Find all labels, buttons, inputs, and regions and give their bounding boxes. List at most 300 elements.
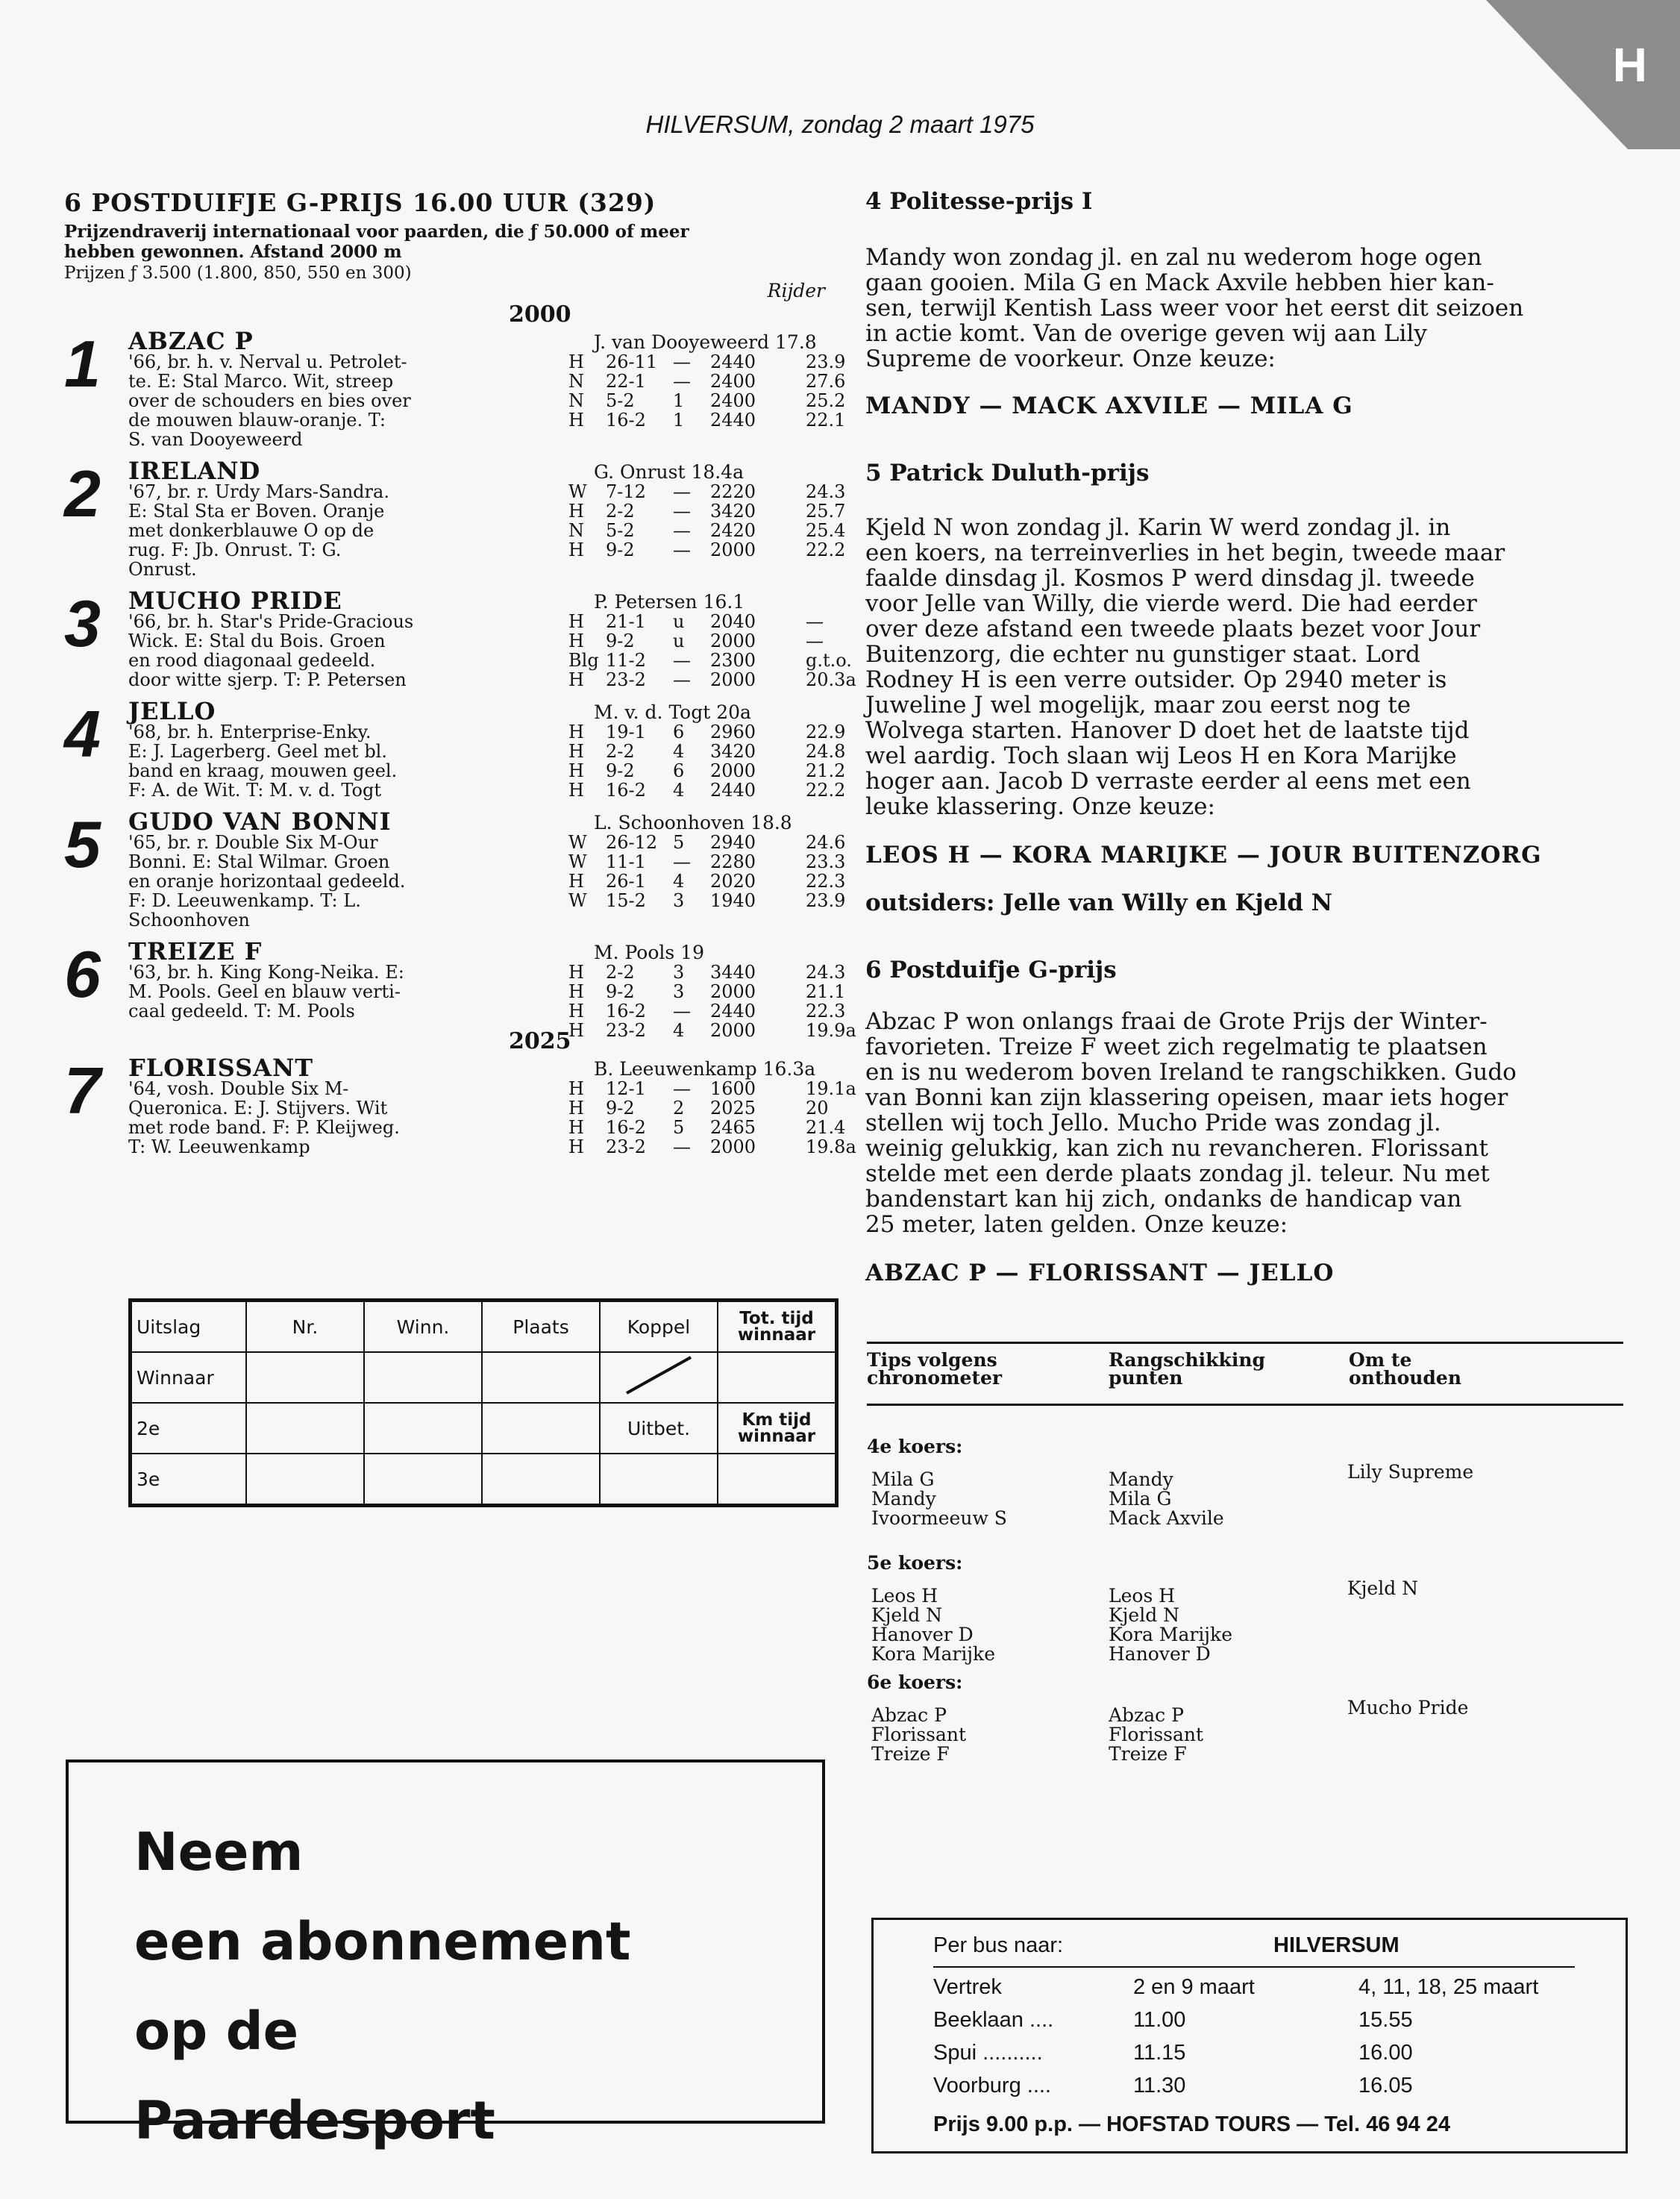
- horse-entry: [64, 457, 846, 580]
- form-cell: 19-1: [606, 722, 646, 742]
- form-cell: 16-2: [606, 780, 646, 801]
- tips-onthouden: Kjeld N: [1347, 1577, 1419, 1599]
- distance-2000: 2000: [509, 301, 571, 328]
- result-table: [128, 1298, 839, 1507]
- rider-name: P. Petersen 16.1: [594, 591, 745, 613]
- form-row: [568, 482, 882, 501]
- section-pick: MANDY — MACK AXVILE — MILA G: [865, 392, 1353, 419]
- form-row: [568, 612, 882, 631]
- horse-entry: [64, 1054, 856, 1157]
- form-cell: 2000: [710, 631, 756, 651]
- form-cell: N: [568, 390, 584, 411]
- horse-number: 5: [64, 807, 101, 881]
- col-nr: Nr.: [246, 1301, 364, 1353]
- cell[interactable]: [364, 1403, 482, 1454]
- form-cell: 4: [673, 741, 685, 762]
- horse-description: '67, br. r. Urdy Mars-Sandra. E: Stal Sta er Boven. Oranje met donkerblauwe O op de rug. F: Jb. Onrust. T: G. Onrust.: [128, 481, 389, 580]
- form-cell: 25.2: [806, 390, 846, 411]
- form-cell: N: [568, 520, 584, 541]
- form-cell: W: [568, 481, 587, 502]
- horse-name: IRELAND G. Onrust 18.4a: [128, 457, 745, 485]
- form-cell: 2440: [710, 410, 756, 431]
- form-cell: 9-2: [606, 760, 635, 781]
- race-program: [64, 188, 856, 1164]
- form-cell: g.t.o.: [806, 650, 852, 671]
- form-cell: 16-2: [606, 410, 646, 431]
- tips-race-label: 5e koers:: [867, 1552, 963, 1574]
- form-cell: 2000: [710, 1136, 756, 1157]
- form-cell: 2465: [710, 1117, 756, 1138]
- cell[interactable]: [246, 1454, 364, 1506]
- form-cell: 6: [673, 722, 685, 742]
- section-pick: LEOS H — KORA MARIJKE — JOUR BUITENZORG: [865, 842, 1542, 869]
- form-row: [568, 852, 882, 872]
- rider-name: B. Leeuwenkamp 16.3a: [594, 1058, 816, 1080]
- bus-cell: 4, 11, 18, 25 maart: [1358, 1975, 1539, 1999]
- form-cell: 2960: [710, 722, 756, 742]
- tips-header-1: Tips volgens chronometer: [867, 1349, 1003, 1389]
- form-row: [568, 540, 882, 560]
- col-winn: Winn.: [364, 1301, 482, 1353]
- form-cell: H: [568, 1020, 584, 1041]
- form-cell: 2940: [710, 832, 756, 853]
- form-cell: 2440: [710, 1001, 756, 1022]
- form-cell: 9-2: [606, 1098, 635, 1119]
- form-cell: 2000: [710, 539, 756, 560]
- form-cell: 19.1a: [806, 1078, 856, 1099]
- row-3e: 3e: [131, 1454, 247, 1506]
- bus-row: [933, 1975, 1575, 2008]
- form-cell: 1: [673, 410, 685, 431]
- form-cell: u: [673, 631, 685, 651]
- rider-name: M. Pools 19: [594, 942, 704, 963]
- horse-description: '68, br. h. Enterprise-Enky. E: J. Lagerberg. Geel met bl. band en kraag, mouwen geel. F: A. de Wit. T: M. v. d. Togt: [128, 722, 398, 801]
- form-row: [568, 833, 882, 852]
- form-cell: 1940: [710, 890, 756, 911]
- section-pick: ABZAC P — FLORISSANT — JELLO: [865, 1260, 1335, 1286]
- uitbet-label: Uitbet.: [600, 1403, 718, 1454]
- form-cell: 2280: [710, 851, 756, 872]
- form-cell: 3420: [710, 501, 756, 522]
- bus-label: Per bus naar:: [933, 1933, 1064, 1957]
- bus-cell: Beeklaan ....: [933, 2008, 1054, 2032]
- form-cell: —: [673, 650, 691, 671]
- form-cell: H: [568, 981, 584, 1002]
- form-row: [568, 651, 882, 670]
- form-cell: H: [568, 351, 584, 372]
- bus-cell: 16.00: [1358, 2041, 1413, 2065]
- form-cell: 2440: [710, 780, 756, 801]
- form-table: [568, 482, 882, 560]
- form-cell: 2300: [710, 650, 756, 671]
- bus-cell: Spui ..........: [933, 2041, 1043, 2065]
- bus-cell: 16.05: [1358, 2074, 1413, 2098]
- form-cell: u: [673, 611, 685, 632]
- tips-onthouden: Mucho Pride: [1347, 1697, 1469, 1718]
- bus-cell: Voorburg ....: [933, 2074, 1051, 2098]
- form-cell: —: [673, 351, 691, 372]
- horse-name: FLORISSANT B. Leeuwenkamp 16.3a: [128, 1054, 816, 1082]
- form-row: [568, 963, 882, 982]
- form-row: [568, 761, 882, 781]
- bus-footer: Prijs 9.00 p.p. — HOFSTAD TOURS — Tel. 46 94 24: [933, 2112, 1450, 2136]
- cell[interactable]: [246, 1403, 364, 1454]
- form-cell: 25.4: [806, 520, 846, 541]
- cell[interactable]: [600, 1454, 718, 1506]
- tips-race-label: 4e koers:: [867, 1436, 963, 1457]
- form-cell: 23.9: [806, 351, 846, 372]
- form-cell: 11-2: [606, 650, 646, 671]
- section-text: Kjeld N won zondag jl. Karin W werd zondag jl. in een koers, na terreinverlies in het begin, tweede maar faalde dinsdag jl. Kosmos P werd dinsdag jl. tweede voor Jelle van Willy, die vierde werd. Die had eerder over deze afstand een tweede plaats bezet voor Jour Buitenzorg, die echter nu gunstiger staat. Lord Rodney H is een verre outsider. Op 2940 meter is Juweline J wel mogelijk, maar zou eerst nog te Wolvega starten. Hanover D doet het de laatste tijd wel aardig. Toch slaan wij Leos H en Kora Marijke hoger aan. Jacob D verraste eerder al eens met een leuke klassering. Onze keuze:: [865, 514, 1505, 820]
- form-row: [568, 391, 882, 410]
- form-cell: —: [673, 1136, 691, 1157]
- form-cell: 23-2: [606, 1136, 646, 1157]
- form-cell: 3: [673, 962, 685, 983]
- form-cell: 3440: [710, 962, 756, 983]
- form-cell: 2400: [710, 390, 756, 411]
- form-row: [568, 1137, 882, 1157]
- form-cell: H: [568, 669, 584, 690]
- form-cell: 6: [673, 760, 685, 781]
- tips-header-2: Rangschikking punten: [1109, 1349, 1265, 1389]
- form-cell: H: [568, 1078, 584, 1099]
- form-cell: —: [673, 669, 691, 690]
- form-cell: —: [673, 501, 691, 522]
- form-cell: Blg: [568, 650, 599, 671]
- form-row: [568, 742, 882, 761]
- bus-cell: 11.00: [1133, 2008, 1186, 2032]
- form-cell: 2220: [710, 481, 756, 502]
- form-cell: 2440: [710, 351, 756, 372]
- form-row: [568, 410, 882, 430]
- form-cell: 5: [673, 832, 685, 853]
- form-cell: 21.1: [806, 981, 846, 1002]
- section-text: Abzac P won onlangs fraai de Grote Prijs der Winter- favorieten. Treize F weet zich regelmatig te plaatsen en is nu wederom boven Ireland te rangschikken. Gudo van Bonni kan zijn klassering opeisen, maar iets hoger stellen wij toch Jello. Mucho Pride was zondag jl. weinig gelukkig, kan zich nu revancheren. Florissant stelde met een derde plaats zondag jl. teleur. Nu met bandenstart kan hij zich, ondanks de handicap van 25 meter, laten gelden. Onze keuze:: [865, 1008, 1517, 1238]
- form-table: [568, 612, 882, 689]
- horse-list: [64, 327, 856, 1157]
- horse-entry: [64, 807, 846, 930]
- form-cell: 5: [673, 1117, 685, 1138]
- tips-race-5: [867, 1577, 1623, 1665]
- form-cell: H: [568, 722, 584, 742]
- form-row: [568, 501, 882, 521]
- form-cell: —: [673, 1001, 691, 1022]
- page-header: HILVERSUM, zondag 2 maart 1975: [645, 110, 1035, 138]
- form-row: [568, 1118, 882, 1137]
- commentary: [865, 188, 1626, 1286]
- horse-entry: [64, 586, 856, 690]
- horse-number: 1: [64, 327, 101, 401]
- form-cell: H: [568, 780, 584, 801]
- form-cell: 7-12: [606, 481, 646, 502]
- form-cell: N: [568, 371, 584, 392]
- form-cell: H: [568, 962, 584, 983]
- form-cell: 22.2: [806, 780, 846, 801]
- subscription-ad: [66, 1759, 825, 2151]
- cell[interactable]: [364, 1352, 482, 1403]
- col-plaats: Plaats: [482, 1301, 600, 1353]
- form-cell: 22.9: [806, 722, 846, 742]
- form-row: [568, 1098, 882, 1118]
- tips-table: [867, 1342, 1623, 1765]
- corner-letter: H: [1612, 38, 1647, 92]
- form-cell: 2025: [710, 1098, 756, 1119]
- horse-name: MUCHO PRIDE P. Petersen 16.1: [128, 586, 745, 615]
- horse-name: JELLO M. v. d. Togt 20a: [128, 697, 751, 725]
- form-cell: 2420: [710, 520, 756, 541]
- form-cell: 2-2: [606, 962, 635, 983]
- form-table: [568, 722, 882, 800]
- form-cell: 24.3: [806, 481, 846, 502]
- section-text: Mandy won zondag jl. en zal nu wederom hoge ogen gaan gooien. Mila G en Mack Axvile hebben hier kan- sen, terwijl Kentish Lass weer voor het eerst dit seizoen in actie komt. Van de overige geven wij aan Lily Supreme de voorkeur. Onze keuze:: [865, 244, 1524, 372]
- form-row: [568, 1079, 882, 1098]
- tips-race-4: [867, 1461, 1623, 1529]
- tips-race-6: [867, 1697, 1623, 1765]
- form-cell: 3: [673, 981, 685, 1002]
- cell[interactable]: [246, 1352, 364, 1403]
- form-table: [568, 833, 882, 910]
- form-cell: 22.3: [806, 1001, 846, 1022]
- tips-chronometer: Mila G Mandy Ivoormeeuw S: [871, 1468, 1007, 1529]
- horse-number: 2: [64, 457, 101, 531]
- tips-header-3: Om te onthouden: [1349, 1349, 1461, 1389]
- form-cell: —: [673, 1078, 691, 1099]
- form-cell: 2-2: [606, 741, 635, 762]
- form-cell: —: [673, 520, 691, 541]
- bus-header: [933, 1933, 1575, 1975]
- form-cell: W: [568, 890, 587, 911]
- tips-header: [867, 1351, 1623, 1404]
- horse-name: GUDO VAN BONNI L. Schoonhoven 18.8: [128, 807, 792, 836]
- form-row: [568, 352, 882, 372]
- form-row: [568, 781, 882, 800]
- tips-onthouden: Lily Supreme: [1347, 1461, 1474, 1483]
- form-cell: 24.3: [806, 962, 846, 983]
- form-cell: —: [673, 481, 691, 502]
- form-cell: H: [568, 410, 584, 431]
- form-cell: 20: [806, 1098, 829, 1119]
- ad-line: op de: [134, 2001, 299, 2062]
- form-cell: H: [568, 631, 584, 651]
- horse-description: '64, vosh. Double Six M- Queronica. E: J. Stijvers. Wit met rode band. F: P. Kleijweg. T: W. Leeuwenkamp: [128, 1078, 400, 1157]
- form-cell: 5-2: [606, 520, 635, 541]
- form-cell: 21.2: [806, 760, 846, 781]
- form-cell: 16-2: [606, 1001, 646, 1022]
- form-cell: 24.8: [806, 741, 846, 762]
- col-koppel: Koppel: [600, 1301, 718, 1353]
- form-row: [568, 670, 882, 689]
- form-cell: 27.6: [806, 371, 846, 392]
- form-cell: 2000: [710, 981, 756, 1002]
- form-cell: 4: [673, 780, 685, 801]
- form-cell: 2400: [710, 371, 756, 392]
- form-cell: 23.3: [806, 851, 846, 872]
- horse-entry: [64, 327, 846, 450]
- form-cell: 1600: [710, 1078, 756, 1099]
- form-cell: 26-11: [606, 351, 658, 372]
- col-uitslag: Uitslag: [131, 1301, 247, 1353]
- bus-cell: 15.55: [1358, 2008, 1413, 2032]
- bus-cell: 2 en 9 maart: [1133, 1975, 1255, 1999]
- form-cell: H: [568, 539, 584, 560]
- form-cell: H: [568, 611, 584, 632]
- form-cell: 19.9a: [806, 1020, 856, 1041]
- form-cell: W: [568, 851, 587, 872]
- rijder-label: Rijder: [767, 280, 825, 301]
- form-row: [568, 521, 882, 540]
- race-description: Prijzendraverij internationaal voor paarden, die ƒ 50.000 of meer hebben gewonnen. Afstand 2000 m: [64, 222, 689, 262]
- divider: [867, 1342, 1623, 1344]
- ad-line: Neem: [134, 1821, 304, 1883]
- form-cell: 4: [673, 871, 685, 892]
- form-cell: —: [673, 851, 691, 872]
- rider-name: G. Onrust 18.4a: [594, 461, 745, 483]
- section-outsiders: outsiders: Jelle van Willy en Kjeld N: [865, 889, 1332, 916]
- form-cell: —: [673, 371, 691, 392]
- form-cell: 19.8a: [806, 1136, 856, 1157]
- form-cell: 2000: [710, 669, 756, 690]
- section-title: 4 Politesse-prijs I: [865, 188, 1093, 215]
- form-cell: H: [568, 1136, 584, 1157]
- section-title: 5 Patrick Duluth-prijs: [865, 460, 1150, 487]
- form-cell: 20.3a: [806, 669, 856, 690]
- form-cell: H: [568, 871, 584, 892]
- form-cell: W: [568, 832, 587, 853]
- race-prizes: Prijzen ƒ 3.500 (1.800, 850, 550 en 300): [64, 263, 412, 283]
- ad-line: een abonnement: [134, 1911, 631, 1972]
- tips-race-label: 6e koers:: [867, 1671, 963, 1693]
- bus-cell: 11.15: [1133, 2041, 1186, 2065]
- form-cell: 9-2: [606, 539, 635, 560]
- form-row: [568, 982, 882, 1001]
- form-cell: —: [806, 611, 824, 632]
- form-cell: —: [673, 539, 691, 560]
- form-cell: 22-1: [606, 371, 646, 392]
- tips-punten: Leos H Kjeld N Kora Marijke Hanover D: [1109, 1585, 1233, 1665]
- form-cell: 15-2: [606, 890, 646, 911]
- ad-line: Paardesport: [134, 2090, 495, 2151]
- tips-punten: Mandy Mila G Mack Axvile: [1109, 1468, 1224, 1529]
- form-cell: 12-1: [606, 1078, 646, 1099]
- form-cell: 9-2: [606, 631, 635, 651]
- race-title: 6 POSTDUIFJE G-PRIJS 16.00 UUR (329): [64, 188, 656, 217]
- form-cell: 25.7: [806, 501, 846, 522]
- rider-name: L. Schoonhoven 18.8: [594, 812, 792, 833]
- tips-chronometer: Leos H Kjeld N Hanover D Kora Marijke: [871, 1585, 996, 1665]
- form-table: [568, 1079, 882, 1157]
- bus-rows: [933, 1975, 1575, 2106]
- cell[interactable]: [364, 1454, 482, 1506]
- horse-number: 3: [64, 586, 101, 660]
- rider-name: J. van Dooyeweerd 17.8: [594, 331, 817, 353]
- form-cell: 16-2: [606, 1117, 646, 1138]
- form-cell: H: [568, 501, 584, 522]
- horse-number: 7: [64, 1054, 101, 1127]
- horse-number: 6: [64, 937, 101, 1011]
- bus-cell: Vertrek: [933, 1975, 1002, 1999]
- cell[interactable]: [482, 1403, 600, 1454]
- distance-2025: 2025: [509, 1028, 571, 1054]
- form-cell: 2000: [710, 760, 756, 781]
- form-cell: 26-12: [606, 832, 658, 853]
- form-row: [568, 1001, 882, 1021]
- horse-name: ABZAC P J. van Dooyeweerd 17.8: [128, 327, 817, 355]
- bus-destination: HILVERSUM: [1273, 1933, 1400, 1957]
- cell[interactable]: [718, 1454, 837, 1506]
- form-cell: H: [568, 1117, 584, 1138]
- horse-description: '65, br. r. Double Six M-Our Bonni. E: Stal Wilmar. Groen en oranje horizontaal gedeeld. F: D. Leeuwenkamp. T: L. Schoonhoven: [128, 832, 406, 930]
- form-cell: 24.6: [806, 832, 846, 853]
- form-cell: 23-2: [606, 1020, 646, 1041]
- slash-cell: [600, 1352, 718, 1403]
- bus-row: [933, 2008, 1575, 2041]
- horse-description: '66, br. h. Star's Pride-Gracious Wick. E: Stal du Bois. Groen en rood diagonaal gedeeld. door witte sjerp. T: P. Petersen: [128, 611, 414, 690]
- form-cell: 21.4: [806, 1117, 846, 1138]
- horse-entry: [64, 697, 846, 801]
- section-title: 6 Postduifje G-prijs: [865, 957, 1117, 983]
- form-cell: 26-1: [606, 871, 646, 892]
- form-cell: 22.1: [806, 410, 846, 431]
- tips-chronometer: Abzac P Florissant Treize F: [871, 1704, 967, 1765]
- form-cell: 2020: [710, 871, 756, 892]
- col-tot-tijd: Tot. tijd winnaar: [718, 1301, 837, 1353]
- form-cell: 11-1: [606, 851, 646, 872]
- form-row: [568, 872, 882, 891]
- form-cell: 3: [673, 890, 685, 911]
- form-cell: 2: [673, 1098, 685, 1119]
- horse-number: 4: [64, 697, 101, 771]
- form-cell: 22.3: [806, 871, 846, 892]
- bus-row: [933, 2074, 1575, 2106]
- form-cell: H: [568, 1001, 584, 1022]
- cell[interactable]: [482, 1352, 600, 1403]
- form-row: [568, 891, 882, 910]
- form-table: [568, 352, 882, 430]
- form-cell: H: [568, 1098, 584, 1119]
- form-cell: 2040: [710, 611, 756, 632]
- row-2e: 2e: [131, 1403, 247, 1454]
- form-cell: 2-2: [606, 501, 635, 522]
- horse-name: TREIZE F M. Pools 19: [128, 937, 704, 966]
- divider: [933, 1966, 1575, 1968]
- form-cell: H: [568, 760, 584, 781]
- form-cell: 2000: [710, 1020, 756, 1041]
- km-tijd-label: Km tijd winnaar: [718, 1403, 837, 1454]
- horse-description: '63, br. h. King Kong-Neika. E: M. Pools. Geel en blauw verti- caal gedeeld. T: M. Pools: [128, 962, 404, 1022]
- form-cell: 21-1: [606, 611, 646, 632]
- form-cell: 5-2: [606, 390, 635, 411]
- form-cell: H: [568, 741, 584, 762]
- form-cell: 9-2: [606, 981, 635, 1002]
- form-row: [568, 372, 882, 391]
- rider-name: M. v. d. Togt 20a: [594, 701, 751, 723]
- form-cell: 1: [673, 390, 685, 411]
- form-cell: 4: [673, 1020, 685, 1041]
- form-cell: 3420: [710, 741, 756, 762]
- form-row: [568, 722, 882, 742]
- cell[interactable]: [718, 1352, 837, 1403]
- form-row: [568, 631, 882, 651]
- tips-punten: Abzac P Florissant Treize F: [1109, 1704, 1204, 1765]
- bus-cell: 11.30: [1133, 2074, 1186, 2098]
- form-cell: 22.2: [806, 539, 846, 560]
- cell[interactable]: [482, 1454, 600, 1506]
- divider: [867, 1404, 1623, 1406]
- bus-schedule: [871, 1918, 1628, 2153]
- horse-description: '66, br. h. v. Nerval u. Petrolet- te. E: Stal Marco. Wit, streep over de schouders en bies over de mouwen blauw-oranje. T: S. van Dooyeweerd: [128, 351, 411, 450]
- form-cell: 23-2: [606, 669, 646, 690]
- form-cell: 23.9: [806, 890, 846, 911]
